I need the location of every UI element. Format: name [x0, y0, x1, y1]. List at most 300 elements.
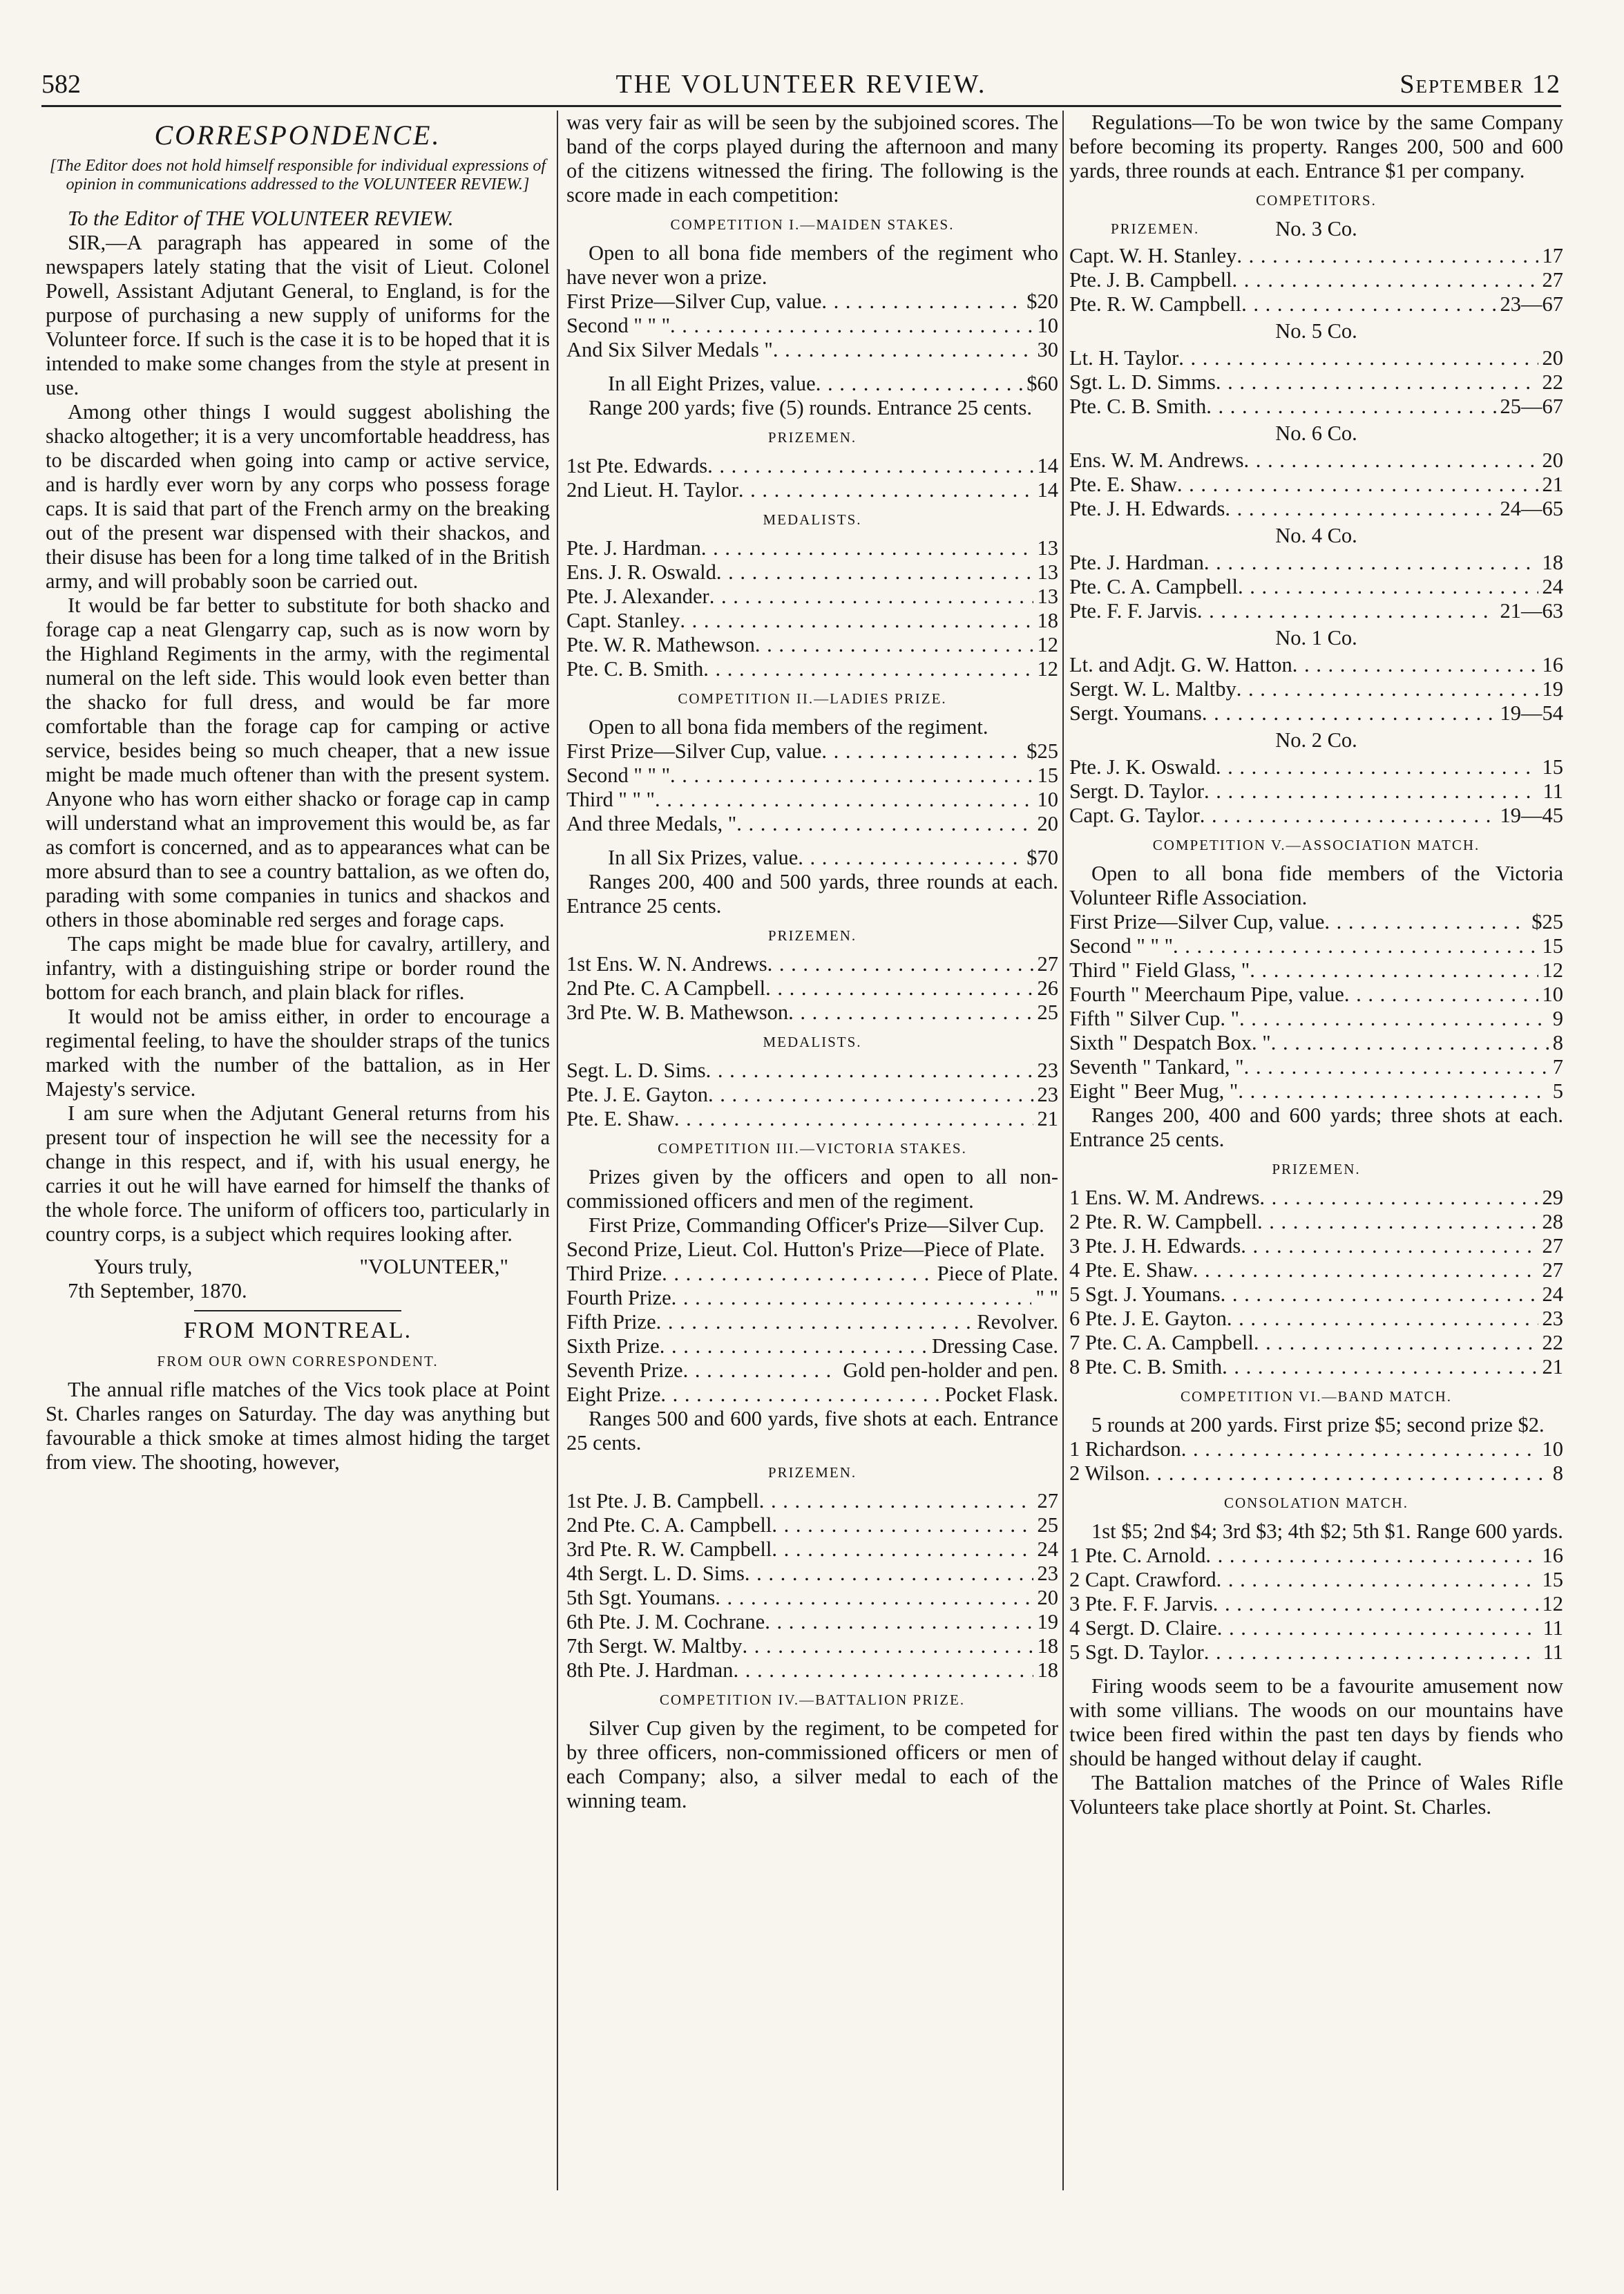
- entry-value: 20: [1037, 1586, 1058, 1609]
- dot-leader: [701, 536, 1033, 560]
- company-name: No. 1 Co.: [1275, 626, 1357, 650]
- column-3: [1069, 111, 1563, 1819]
- entry-label: Pte. J. B. Campbell: [1069, 268, 1232, 292]
- score-row: [566, 1001, 1058, 1025]
- score-row: [1069, 1568, 1563, 1592]
- entry-value: 10: [1037, 314, 1058, 337]
- entry-value: 11: [1542, 1640, 1563, 1664]
- closing: Yours truly,: [94, 1255, 193, 1278]
- entry-label: Sgt. L. D. Simms: [1069, 370, 1216, 394]
- entry-label: First Prize—Silver Cup, value: [566, 290, 822, 313]
- dot-leader: [1204, 551, 1538, 575]
- score-row: [566, 1107, 1058, 1131]
- dot-leader: [1202, 701, 1496, 726]
- score-row: [566, 454, 1058, 478]
- entry-value: 27: [1542, 1234, 1563, 1258]
- letter-paragraph: SIR,—A paragraph has appeared in some of the newspapers lately stating that the visit of Lieut. Colonel Powell, Assistant Adjutant General, to England, is for the purpose of purchasing a new supply of uniforms for the Volunteer force. If such is the case it is to be hoped that it is intended to make some changes from the style at present in use.: [46, 231, 550, 399]
- entry-value: Revolver.: [977, 1310, 1058, 1334]
- dot-leader: [1232, 268, 1538, 292]
- entry-label: Fourth Prize: [566, 1286, 671, 1309]
- prize-list: [566, 1262, 1058, 1407]
- entry-label: Third " Field Glass, ": [1069, 958, 1250, 982]
- entry-value: 18: [1542, 551, 1563, 574]
- entry-label: Second " " ": [566, 764, 671, 787]
- dot-leader: [703, 657, 1033, 681]
- entry-label: 6th Pte. J. M. Cochrane: [566, 1610, 765, 1633]
- score-row: [566, 657, 1058, 681]
- entry-value: 15: [1542, 1568, 1563, 1591]
- score-row: [1069, 1616, 1563, 1640]
- entry-value: 21: [1542, 1355, 1563, 1378]
- competition-eligibility: Open to all bona fide members of the Victoria Volunteer Rifle Association.: [1069, 862, 1563, 909]
- dot-leader: [1241, 1234, 1538, 1258]
- score-row: [566, 1286, 1058, 1310]
- article-paragraph: Firing woods seem to be a favourite amusement now with some villians. The woods on our mountains have twice been fired within the past ten days by fiends who should be hanged without delay if caught.: [1069, 1674, 1563, 1770]
- entry-label: 1st Pte. J. B. Campbell: [566, 1489, 759, 1513]
- dot-leader: [674, 1107, 1033, 1131]
- dot-leader: [772, 1537, 1033, 1562]
- entry-label: Pte. J. Hardman: [566, 536, 701, 560]
- entry-label: 2 Wilson: [1069, 1461, 1145, 1485]
- entry-label: 2nd Pte. C. A. Campbell: [566, 1513, 772, 1537]
- entry-value: 26: [1037, 976, 1058, 1000]
- entry-value: 22: [1542, 370, 1563, 394]
- score-row: [1069, 653, 1563, 677]
- score-row: [566, 338, 1058, 362]
- article-paragraph: The annual rifle matches of the Vics took place at Point St. Charles ranges on Saturday. The day was anything but favourable a thick smoke at times almost hiding the target from view. The shooting, however,: [46, 1378, 550, 1474]
- score-row: [1069, 395, 1563, 419]
- entry-label: Ens. J. R. Oswald: [566, 560, 716, 584]
- entry-value: $60: [1026, 372, 1058, 395]
- score-row: [1069, 575, 1563, 599]
- entry-value: 15: [1037, 764, 1058, 787]
- score-row: [1069, 1079, 1563, 1103]
- entry-value: 16: [1542, 653, 1563, 676]
- dot-leader: [736, 812, 1033, 836]
- score-row: [566, 976, 1058, 1001]
- dot-leader: [1205, 1544, 1538, 1568]
- letter-date: 7th September, 1870.: [68, 1279, 247, 1302]
- entry-label: 2 Pte. R. W. Campbell: [1069, 1210, 1257, 1233]
- score-row: [1069, 677, 1563, 701]
- entry-label: Ens. W. M. Andrews: [1069, 448, 1244, 472]
- range-info: Ranges 500 and 600 yards, five shots at each. Entrance 25 cents.: [566, 1407, 1058, 1454]
- medalists-list: [566, 536, 1058, 681]
- section-rule: [194, 1310, 401, 1311]
- dot-leader: [1204, 779, 1539, 804]
- dot-leader: [755, 633, 1033, 657]
- entry-label: 7 Pte. C. A. Campbell: [1069, 1331, 1254, 1354]
- score-row: [1069, 804, 1563, 828]
- dot-leader: [1244, 448, 1538, 473]
- dot-leader: [680, 609, 1033, 633]
- entry-label: Segt. L. D. Sims: [566, 1059, 706, 1082]
- score-row: [1069, 268, 1563, 292]
- list-label: PRIZEMEN.: [767, 1464, 857, 1481]
- score-row: [566, 1383, 1058, 1407]
- score-row: [608, 372, 1058, 396]
- score-row: [566, 1658, 1058, 1682]
- competition-description: Silver Cup given by the regiment, to be competed for by three officers, non-commissioned officers or men of each Company; also, a silver medal to each of the winning team.: [566, 1716, 1058, 1812]
- dot-leader: [765, 976, 1033, 1001]
- letter-paragraph: The caps might be made blue for cavalry, artillery, and infantry, with a distinguishing stripe or border round the bottom for each branch, and plain black for rifles.: [46, 932, 550, 1004]
- entry-label: 1st Pte. Edwards: [566, 454, 708, 477]
- dot-leader: [670, 314, 1033, 338]
- signature: "VOLUNTEER,": [359, 1255, 508, 1278]
- entry-label: Sergt. Youmans: [1069, 701, 1202, 725]
- score-row: [1069, 1258, 1563, 1282]
- entry-label: 4 Pte. E. Shaw: [1069, 1258, 1193, 1282]
- entry-label: Sixth " Despatch Box. ": [1069, 1031, 1271, 1054]
- entry-label: 3 Pte. J. H. Edwards: [1069, 1234, 1241, 1258]
- entry-label: 4 Sergt. D. Claire: [1069, 1616, 1217, 1640]
- medalists-list: [566, 1059, 1058, 1131]
- score-row: [1069, 1055, 1563, 1079]
- score-row: [1069, 1544, 1563, 1568]
- entry-value: 12: [1542, 1592, 1563, 1615]
- prize-description: First Prize, Commanding Officer's Prize—Silver Cup.: [589, 1213, 1044, 1237]
- list-label: MEDALISTS.: [763, 511, 862, 528]
- score-row: [1069, 370, 1563, 395]
- list-label: COMPETITORS.: [1256, 192, 1377, 209]
- company-name: No. 3 Co.: [1275, 217, 1357, 240]
- score-row: [1069, 551, 1563, 575]
- entry-value: 9: [1552, 1007, 1563, 1030]
- entry-label: 1 Pte. C. Arnold: [1069, 1544, 1206, 1567]
- prizemen-list: [566, 952, 1058, 1025]
- entry-label: Third Prize: [566, 1262, 662, 1285]
- dot-leader: [759, 1489, 1033, 1513]
- entry-label: 5 Sgt. D. Taylor: [1069, 1640, 1204, 1664]
- dot-leader: [716, 560, 1033, 585]
- dot-leader: [715, 1586, 1033, 1610]
- score-row: [566, 764, 1058, 788]
- entry-label: Pte. J. H. Edwards: [1069, 497, 1225, 520]
- dot-leader: [1244, 1055, 1549, 1079]
- entry-value: 13: [1037, 585, 1058, 608]
- entry-value: $25: [1531, 910, 1563, 933]
- score-row: [1069, 1355, 1563, 1379]
- entry-value: 10: [1037, 788, 1058, 811]
- subheading: FROM OUR OWN CORRESPONDENT.: [157, 1353, 439, 1369]
- range-info: Ranges 200, 400 and 500 yards, three rounds at each. Entrance 25 cents.: [566, 870, 1058, 918]
- entry-value: 14: [1037, 478, 1058, 502]
- dot-leader: [788, 1001, 1033, 1025]
- entry-value: 25: [1037, 1513, 1058, 1537]
- entry-label: And three Medals, ": [566, 812, 737, 835]
- entry-label: Sixth Prize: [566, 1334, 660, 1358]
- score-row: [566, 1334, 1058, 1358]
- score-row: [608, 846, 1058, 870]
- score-row: [1069, 1210, 1563, 1234]
- entry-value: 27: [1037, 952, 1058, 976]
- list-label: PRIZEMEN.: [767, 927, 857, 944]
- prize-list: [1069, 910, 1563, 1103]
- score-row: [1069, 346, 1563, 370]
- entry-value: 21: [1037, 1107, 1058, 1130]
- prize-list: [566, 739, 1058, 836]
- dot-leader: [798, 846, 1022, 870]
- entry-value: 14: [1037, 454, 1058, 477]
- company-name: No. 4 Co.: [1275, 524, 1357, 547]
- dot-leader: [1173, 934, 1538, 958]
- score-row: [1069, 1331, 1563, 1355]
- entry-value: 19: [1037, 1610, 1058, 1633]
- score-row: [566, 585, 1058, 609]
- entry-label: Second " " ": [566, 314, 671, 337]
- entry-label: Fourth " Meerchaum Pipe, value: [1069, 983, 1344, 1006]
- article-paragraph: was very fair as will be seen by the subjoined scores. The band of the corps played during the afternoon and many of the citizens witnessed the firing. The following is the score made in each competition:: [566, 111, 1058, 207]
- entry-value: 12: [1037, 633, 1058, 656]
- score-row: [1069, 958, 1563, 983]
- entry-value: 24: [1542, 1282, 1563, 1306]
- score-row: [566, 1262, 1058, 1286]
- prize-description: Second Prize, Lieut. Col. Hutton's Prize—Piece of Plate.: [566, 1238, 1045, 1261]
- letter-paragraph: It would not be amiss either, in order to encourage a regimental feeling, to have the shoulder straps of the tunics marked with the number of the battalion, as in Her Majesty's service.: [46, 1005, 550, 1101]
- entry-label: And Six Silver Medals ": [566, 338, 773, 361]
- entry-label: 4th Sergt. L. D. Sims: [566, 1562, 745, 1585]
- entry-label: 6 Pte. J. E. Gayton: [1069, 1307, 1227, 1330]
- entry-label: First Prize—Silver Cup, value: [1069, 910, 1325, 933]
- letter-paragraph: Among other things I would suggest abolishing the shacko altogether; it is a very uncomfortable headdress, has to be discarded when going into camp or active service, and is hardly ever worn by any corps who possess forage caps. It is said that part of the French army on the breaking out of the present war dispensed with their shackos, and their disuse has been for a long time talked of in the British army, and will probably soon be carried out.: [46, 400, 550, 593]
- entry-label: In all Eight Prizes, value: [608, 372, 816, 395]
- letter-paragraph: I am sure when the Adjutant General returns from his present tour of inspection he will see the necessity for a change in this respect, and if, with his usual energy, he carries it out he will have earned for himself the thanks of the whole force. The uniform of officers too, particularly in country corps, is a subject which requires looking after.: [46, 1101, 550, 1246]
- entry-value: Dressing Case.: [932, 1334, 1058, 1358]
- prize-list: [566, 290, 1058, 362]
- dot-leader: [670, 764, 1033, 788]
- entry-label: Fifth " Silver Cup. ": [1069, 1007, 1240, 1030]
- entry-value: 17: [1542, 244, 1563, 267]
- dot-leader: [738, 478, 1033, 502]
- dot-leader: [706, 1059, 1033, 1083]
- dot-leader: [1227, 1307, 1538, 1331]
- dot-leader: [707, 454, 1033, 478]
- score-row: [566, 812, 1058, 836]
- dot-leader: [1254, 1331, 1538, 1355]
- range-info: Ranges 200, 400 and 600 yards; three shots at each. Entrance 25 cents.: [1069, 1103, 1563, 1151]
- entry-label: Pte. C. B. Smith: [566, 657, 704, 681]
- section-heading: FROM MONTREAL.: [183, 1318, 412, 1343]
- dot-leader: [1259, 1186, 1538, 1210]
- competition-title: COMPETITION IV.—BATTALION PRIZE.: [659, 1691, 966, 1708]
- entry-value: 19—45: [1500, 804, 1563, 827]
- entry-label: 5th Sgt. Youmans: [566, 1586, 716, 1609]
- entry-label: Capt. G. Taylor: [1069, 804, 1200, 827]
- entry-label: Lt. H. Taylor: [1069, 346, 1179, 370]
- competition-title: COMPETITION VI.—BAND MATCH.: [1180, 1388, 1453, 1405]
- entry-value: 27: [1037, 1489, 1058, 1513]
- entry-label: 1 Ens. W. M. Andrews: [1069, 1186, 1260, 1209]
- entry-label: Pte. J. Alexander: [566, 585, 709, 608]
- dot-leader: [1324, 910, 1527, 934]
- entry-label: Pte. J. K. Oswald: [1069, 755, 1216, 779]
- dot-leader: [1206, 395, 1496, 419]
- dot-leader: [660, 1334, 928, 1358]
- competition-title: COMPETITION V.—ASSOCIATION MATCH.: [1152, 837, 1480, 853]
- company-name: No. 5 Co.: [1275, 319, 1357, 343]
- entry-value: 21: [1542, 473, 1563, 496]
- entry-label: Pte. C. A. Campbell: [1069, 575, 1238, 598]
- competition-eligibility: Open to all bona fide members of the regiment who have never won a prize.: [566, 241, 1058, 289]
- entry-label: 1st Ens. W. N. Andrews: [566, 952, 767, 976]
- score-row: [566, 314, 1058, 338]
- dot-leader: [1239, 1007, 1549, 1031]
- score-row: [1069, 755, 1563, 779]
- entry-label: Pte. J. Hardman: [1069, 551, 1204, 574]
- page-number: 582: [41, 70, 81, 99]
- company-name: No. 2 Co.: [1275, 728, 1357, 752]
- entry-value: $20: [1026, 290, 1058, 313]
- entry-value: 5: [1552, 1079, 1563, 1103]
- entry-label: 8th Pte. J. Hardman: [566, 1658, 734, 1682]
- dot-leader: [660, 1383, 940, 1407]
- dot-leader: [742, 1634, 1033, 1658]
- entry-value: 13: [1037, 560, 1058, 584]
- entry-label: 1 Richardson: [1069, 1437, 1181, 1461]
- score-row: [566, 1358, 1058, 1383]
- dot-leader: [765, 1610, 1033, 1634]
- entry-value: 23: [1542, 1307, 1563, 1330]
- entry-label: Pte. E. Shaw: [1069, 473, 1177, 496]
- score-row: [566, 609, 1058, 633]
- dot-leader: [683, 1358, 839, 1383]
- score-row: [566, 1610, 1058, 1634]
- salutation: To the Editor of THE VOLUNTEER REVIEW.: [68, 207, 454, 230]
- score-row: [1069, 1282, 1563, 1307]
- masthead-title: THE VOLUNTEER REVIEW.: [615, 70, 987, 99]
- competition-title: COMPETITION III.—VICTORIA STAKES.: [658, 1140, 967, 1157]
- entry-value: 24: [1037, 1537, 1058, 1561]
- letter-paragraph: It would be far better to substitute for both shacko and forage cap a neat Glengarry cap, such as is now worn by the Highland Regiments in the army, with the regimental numeral on the left side. This would look even better than the shacko for full dress, and would be far more comfortable than the forage cap for camping or active service, besides being so much cheaper, that a new issue might be made much oftener than with the present system. Anyone who has worn either shacko or forage cap in camp will understand what an improvement this would be, as far as comfort is concerned, and as to appearances what can be more absurd than to see a country battalion, as we often do, parading with some companies in tunics and shackos and others in those abominable red serges and forage caps.: [46, 594, 550, 931]
- entry-value: 11: [1542, 1616, 1563, 1640]
- score-row: [566, 290, 1058, 314]
- dot-leader: [1257, 1210, 1538, 1234]
- dot-leader: [1181, 1437, 1538, 1461]
- prizemen-list: [1069, 1186, 1563, 1379]
- score-row: [1069, 497, 1563, 521]
- competition-eligibility: Open to all bona fida members of the regiment.: [589, 715, 988, 739]
- dot-leader: [1221, 1282, 1538, 1307]
- score-row: [566, 1537, 1058, 1562]
- range-info: Range 200 yards; five (5) rounds. Entrance 25 cents.: [589, 396, 1033, 419]
- entry-label: Pte. F. F. Jarvis: [1069, 599, 1197, 623]
- entry-label: Pte. R. W. Campbell: [1069, 292, 1242, 316]
- dot-leader: [1238, 1079, 1548, 1103]
- entry-label: Sergt. W. L. Maltby: [1069, 677, 1236, 701]
- entry-value: 10: [1542, 1437, 1563, 1461]
- score-row: [566, 1489, 1058, 1513]
- prize-total: [566, 846, 1058, 870]
- score-row: [1069, 292, 1563, 316]
- entry-value: 24: [1542, 575, 1563, 598]
- score-row: [1069, 448, 1563, 473]
- company-name: No. 6 Co.: [1275, 421, 1357, 445]
- score-row: [1069, 244, 1563, 268]
- entry-value: 27: [1542, 1258, 1563, 1282]
- score-row: [1069, 1031, 1563, 1055]
- score-row: [1069, 1234, 1563, 1258]
- entry-label: Pte. E. Shaw: [566, 1107, 674, 1130]
- entry-value: 25: [1037, 1001, 1058, 1024]
- entry-label: 3rd Pte. W. B. Mathewson: [566, 1001, 789, 1024]
- entry-value: 21—63: [1500, 599, 1563, 623]
- entry-value: 18: [1037, 609, 1058, 632]
- dot-leader: [1178, 346, 1538, 370]
- dot-leader: [1238, 575, 1538, 599]
- competition-title: COMPETITION II.—LADIES PRIZE.: [678, 690, 947, 707]
- entry-value: 7: [1552, 1055, 1563, 1079]
- entry-value: 20: [1037, 812, 1058, 835]
- dot-leader: [1204, 1640, 1539, 1665]
- entry-label: Eight " Beer Mug, ": [1069, 1079, 1239, 1103]
- dot-leader: [821, 739, 1022, 764]
- column-divider: [1062, 111, 1064, 2190]
- dot-leader: [1222, 1355, 1538, 1379]
- dot-leader: [773, 338, 1033, 362]
- dot-leader: [1250, 958, 1538, 983]
- entry-label: 3rd Pte. R. W. Campbell: [566, 1537, 772, 1561]
- entry-value: 18: [1037, 1634, 1058, 1658]
- dot-leader: [733, 1658, 1033, 1682]
- dot-leader: [1225, 497, 1496, 521]
- score-row: [1069, 1307, 1563, 1331]
- list-label: PRIZEMEN.: [1111, 220, 1200, 237]
- score-row: [1069, 779, 1563, 804]
- score-row: [566, 739, 1058, 764]
- entry-label: 8 Pte. C. B. Smith: [1069, 1355, 1223, 1378]
- entry-value: Pocket Flask.: [944, 1383, 1058, 1406]
- entry-value: 10: [1542, 983, 1563, 1006]
- regulations: Regulations—To be won twice by the same Company before becoming its property. Ranges 200, 500 and 600 yards, three rounds at each. Entrance $1 per company.: [1069, 111, 1563, 182]
- dot-leader: [1200, 804, 1496, 828]
- list-label: PRIZEMEN.: [1272, 1161, 1361, 1177]
- score-row: [1069, 1186, 1563, 1210]
- competition-title: COMPETITION I.—MAIDEN STAKES.: [670, 216, 955, 233]
- dot-leader: [1236, 244, 1538, 268]
- entry-value: 23: [1037, 1083, 1058, 1106]
- entry-value: 20: [1542, 346, 1563, 370]
- entry-label: Third " " ": [566, 788, 655, 811]
- issue-date: September 12: [1399, 70, 1561, 99]
- entry-label: Second " " ": [1069, 934, 1174, 958]
- list-label: PRIZEMEN.: [767, 429, 857, 446]
- editor-note: [The Editor does not hold himself responsible for individual expressions of opinion in communications addressed to the VOLUNTEER REVIEW.]: [49, 157, 546, 193]
- dot-leader: [656, 1310, 973, 1334]
- dot-leader: [1216, 370, 1538, 395]
- entry-label: 2nd Pte. C. A Campbell: [566, 976, 766, 1000]
- score-row: [1069, 1461, 1563, 1486]
- dot-leader: [745, 1562, 1033, 1586]
- score-row: [566, 536, 1058, 560]
- prize-total: [566, 372, 1058, 396]
- entry-value: 27: [1542, 268, 1563, 292]
- entry-value: 23—67: [1500, 292, 1563, 316]
- dot-leader: [709, 585, 1033, 609]
- results-list: [1069, 1544, 1563, 1665]
- score-row: [566, 1310, 1058, 1334]
- entry-value: 22: [1542, 1331, 1563, 1354]
- score-row: [566, 788, 1058, 812]
- score-row: [566, 1634, 1058, 1658]
- entry-value: 23: [1037, 1059, 1058, 1082]
- score-row: [1069, 599, 1563, 623]
- competition-title: CONSOLATION MATCH.: [1223, 1495, 1408, 1511]
- column-1: [46, 111, 550, 1475]
- score-row: [1069, 934, 1563, 958]
- entry-value: 19—54: [1500, 701, 1563, 725]
- entry-value: $70: [1026, 846, 1058, 869]
- entry-label: Capt. W. H. Stanley: [1069, 244, 1237, 267]
